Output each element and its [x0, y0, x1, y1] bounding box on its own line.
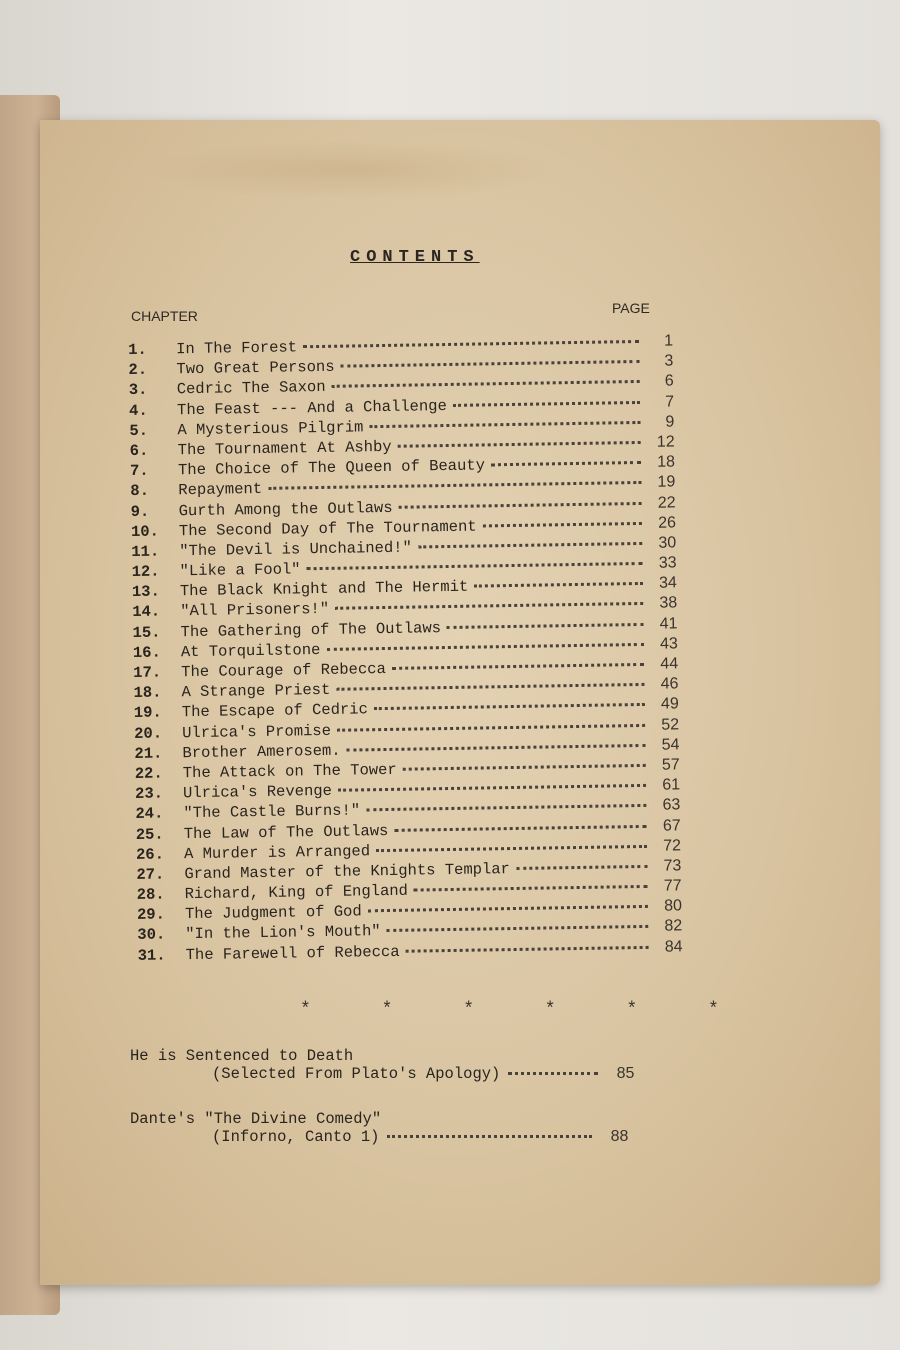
chapter-title: The Gathering of The Outlaws	[180, 618, 442, 641]
chapter-page-number: 22	[657, 493, 676, 512]
chapter-page-number: 80	[664, 897, 683, 915]
chapter-number: 17.	[133, 663, 162, 682]
dot-leader	[376, 842, 647, 852]
chapter-page-number: 57	[661, 756, 680, 774]
chapter-page-number: 6	[664, 372, 674, 390]
dot-leader	[394, 821, 646, 831]
chapter-title: Brother Amerosem.	[182, 741, 341, 762]
dot-leader	[516, 862, 648, 870]
chapter-title: "All Prisoners!"	[180, 600, 330, 621]
chapter-title: Richard, King of England	[184, 881, 409, 904]
dot-leader	[508, 1069, 598, 1075]
chapter-title: The Judgment of God	[184, 902, 362, 924]
chapter-page-number: 44	[660, 655, 679, 673]
chapter-number: 3.	[128, 381, 148, 400]
chapter-page-number: 46	[660, 675, 679, 693]
chapter-page-number: 54	[661, 736, 680, 754]
page-stain	[140, 140, 560, 200]
chapter-number: 13.	[131, 582, 160, 602]
extra-entry-dante	[130, 1110, 628, 1146]
chapter-title: "Like a Fool"	[179, 560, 301, 581]
chapter-title: The Courage of Rebecca	[181, 659, 386, 682]
chapter-title: "The Devil is Unchained!"	[179, 538, 412, 561]
dot-leader	[347, 741, 646, 752]
chapter-page-number: 26	[657, 514, 677, 532]
dot-leader	[453, 398, 640, 407]
dot-leader	[366, 801, 646, 811]
chapter-title: The Tournament At Ashby	[177, 437, 392, 460]
dot-leader	[340, 357, 639, 368]
extra-entry-title: Dante's "The Divine Comedy"	[130, 1110, 382, 1128]
chapter-title: "The Castle Burns!"	[183, 801, 361, 823]
extra-entry-subtitle: (Inforno, Canto 1)	[212, 1128, 380, 1146]
chapter-number: 30.	[137, 925, 166, 945]
dot-leader	[414, 882, 648, 892]
chapter-title: Two Great Persons	[176, 357, 335, 379]
dot-leader	[447, 620, 644, 629]
dot-leader	[332, 377, 640, 388]
chapter-page-number: 43	[659, 635, 678, 653]
table-of-contents	[128, 332, 683, 966]
chapter-number: 28.	[136, 885, 165, 904]
chapter-page-number: 33	[658, 554, 677, 572]
chapter-title: Ulrica's Revenge	[182, 781, 333, 803]
chapter-page-number: 49	[660, 695, 679, 714]
dot-leader	[387, 922, 649, 932]
chapter-number: 6.	[129, 441, 149, 460]
dot-leader	[405, 943, 648, 953]
chapter-page-number: 72	[663, 837, 682, 855]
extra-entry-page: 85	[616, 1065, 635, 1082]
chapter-page-number: 41	[659, 615, 678, 633]
chapter-page-number: 1	[664, 332, 674, 350]
dot-leader	[491, 458, 641, 466]
chapter-page-number: 84	[664, 937, 683, 956]
contents-heading: CONTENTS	[350, 248, 480, 267]
dot-leader	[399, 498, 642, 508]
dot-leader	[387, 1132, 592, 1138]
chapter-page-number: 61	[662, 776, 681, 794]
chapter-number: 20.	[134, 724, 163, 743]
chapter-number: 21.	[134, 744, 163, 763]
chapter-title: Ulrica's Promise	[182, 721, 332, 742]
chapter-title: At Torquilstone	[180, 640, 321, 662]
dot-leader	[483, 519, 642, 528]
chapter-page-number: 52	[661, 715, 680, 734]
chapter-title: The Choice of The Queen of Beauty	[177, 456, 486, 480]
dot-leader	[368, 902, 648, 912]
dot-leader	[303, 337, 639, 348]
dot-leader	[403, 761, 646, 771]
dot-leader	[392, 660, 644, 670]
chapter-number: 27.	[136, 865, 165, 884]
page-column-header: PAGE	[612, 300, 650, 316]
chapter-page-number: 3	[664, 352, 674, 370]
chapter-title: In The Forest	[175, 338, 298, 359]
chapter-page-number: 7	[664, 392, 675, 411]
chapter-title: "In the Lion's Mouth"	[185, 922, 381, 944]
chapter-title: A Strange Priest	[181, 681, 331, 702]
chapter-number: 10.	[130, 522, 160, 541]
chapter-page-number: 67	[662, 816, 681, 835]
chapter-number: 2.	[128, 360, 148, 380]
dot-leader	[337, 720, 645, 731]
chapter-number: 1.	[128, 340, 147, 359]
extra-entry-plato	[130, 1047, 634, 1083]
chapter-number: 31.	[137, 946, 166, 965]
chapter-number: 12.	[131, 562, 160, 582]
chapter-number: 15.	[132, 623, 161, 642]
chapter-number: 18.	[133, 683, 162, 703]
chapter-title: A Mysterious Pilgrim	[177, 418, 364, 439]
dot-leader	[474, 579, 643, 588]
dot-leader	[374, 700, 645, 710]
chapter-page-number: 9	[665, 413, 675, 431]
dot-leader	[418, 539, 643, 549]
chapter-number: 5.	[129, 421, 149, 440]
chapter-column-header: CHAPTER	[131, 308, 198, 324]
chapter-number: 8.	[130, 482, 150, 501]
chapter-number: 22.	[134, 764, 163, 783]
chapter-title: Grand Master of the Knights Templar	[184, 859, 511, 884]
chapter-number: 26.	[135, 845, 165, 864]
chapter-title: The Escape of Cedric	[181, 700, 368, 722]
chapter-number: 4.	[128, 401, 148, 420]
chapter-page-number: 77	[663, 877, 682, 895]
extra-entry-title: He is Sentenced to Death	[130, 1047, 354, 1065]
dot-leader	[336, 680, 644, 691]
chapter-page-number: 73	[663, 857, 682, 875]
dot-leader	[398, 438, 641, 448]
chapter-title: The Attack on The Tower	[182, 760, 397, 783]
chapter-title: The Black Knight and The Hermit	[179, 577, 469, 601]
chapter-page-number: 82	[664, 917, 683, 936]
dot-leader	[306, 559, 642, 570]
chapter-page-number: 18	[657, 453, 676, 471]
chapter-page-number: 38	[659, 594, 678, 613]
extra-entry-subtitle: (Selected From Plato's Apology)	[212, 1065, 501, 1083]
dot-leader	[326, 640, 644, 651]
chapter-page-number: 30	[658, 534, 677, 552]
extra-entry-page: 88	[610, 1128, 629, 1145]
chapter-title: Cedric The Saxon	[176, 378, 326, 399]
chapter-number: 24.	[135, 804, 164, 824]
chapter-title: The Law of The Outlaws	[183, 821, 389, 843]
chapter-page-number: 12	[656, 433, 675, 451]
dot-leader	[369, 418, 640, 428]
chapter-title: The Feast --- And a Challenge	[176, 396, 447, 419]
chapter-number: 19.	[133, 703, 162, 723]
chapter-number: 7.	[129, 461, 149, 481]
chapter-page-number: 63	[662, 796, 681, 814]
chapter-page-number: 34	[658, 574, 678, 592]
chapter-number: 25.	[135, 825, 164, 844]
chapter-number: 23.	[134, 784, 164, 804]
chapter-number: 11.	[131, 542, 160, 561]
chapter-number: 16.	[132, 643, 161, 662]
chapter-number: 14.	[132, 602, 161, 622]
chapter-page-number: 19	[657, 473, 676, 492]
chapter-title: A Murder is Arranged	[183, 841, 371, 863]
chapter-title: The Farewell of Rebecca	[185, 942, 400, 964]
chapter-number: 9.	[130, 502, 150, 521]
dot-leader	[335, 599, 643, 610]
chapter-title: Repayment	[178, 480, 263, 500]
chapter-number: 29.	[136, 905, 166, 925]
dot-leader	[268, 478, 641, 490]
chapter-title: Gurth Among the Outlaws	[178, 498, 393, 520]
chapter-title: The Second Day of The Tournament	[178, 517, 477, 540]
section-divider: * * * * * *	[300, 1000, 749, 1020]
dot-leader	[338, 781, 646, 792]
